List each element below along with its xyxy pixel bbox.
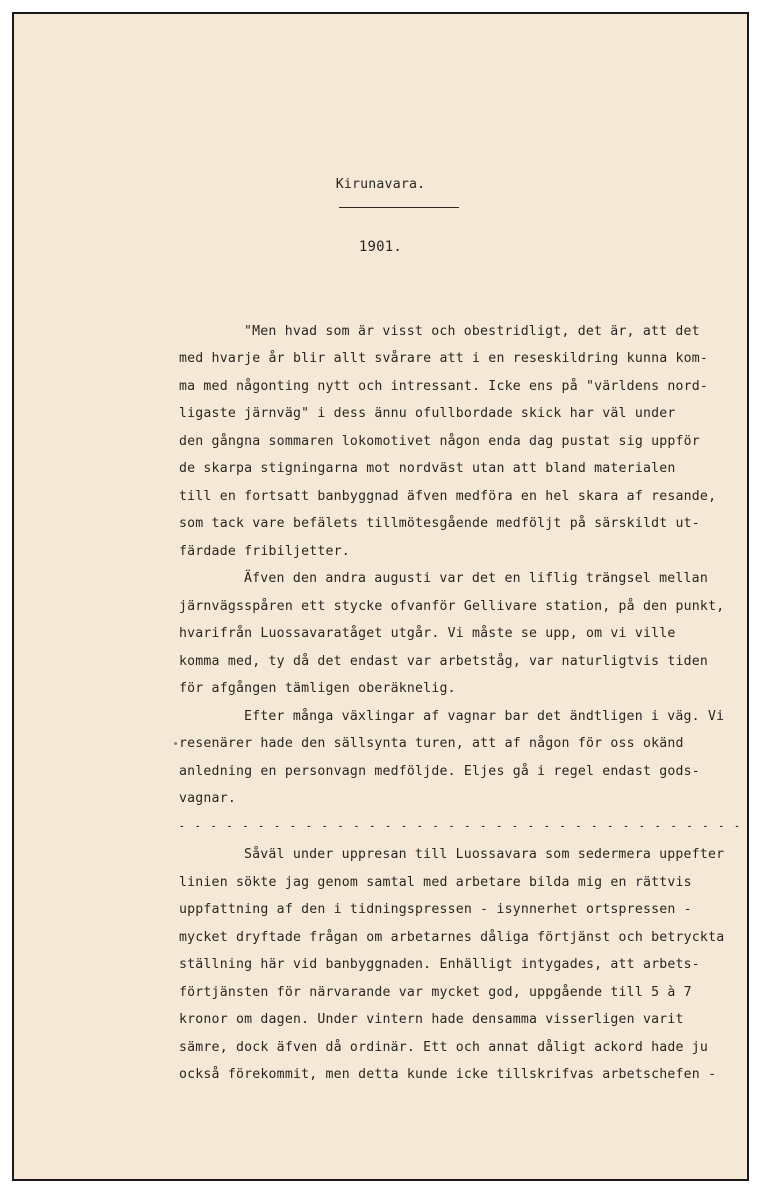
- text-line: som tack vare befälets tillmötesgående medföljt på särskildt ut-: [179, 516, 700, 531]
- title-text: Kirunavara.: [335, 177, 426, 192]
- text-line: kronor om dagen. Under vintern hade densamma visserligen varit: [179, 1012, 684, 1027]
- text-line: förtjänsten för närvarande var mycket god, uppgående till 5 à 7: [179, 985, 692, 1000]
- text-line: Äfven den andra augusti var det en liflig trängsel mellan: [244, 571, 708, 586]
- text-line: järnvägsspåren ett stycke ofvanför Gellivare station, på den punkt,: [179, 599, 725, 614]
- text-line: mycket dryftade frågan om arbetarnes dåliga förtjänst och betryckta: [179, 930, 725, 945]
- separator-line: - - - - - - - - - - - - - - - - - - - - - - - - - - - - - - - - - - - -: [179, 819, 743, 834]
- text-line: Såväl under uppresan till Luossavara som sedermera uppefter: [244, 847, 725, 862]
- text-line: med hvarje år blir allt svårare att i en reseskildring kunna kom-: [179, 351, 709, 366]
- typewritten-text: [14, 14, 747, 1179]
- document-page: [12, 12, 749, 1181]
- text-line: Efter många växlingar af vagnar bar det ändtligen i väg. Vi: [244, 709, 725, 724]
- document-title: [14, 177, 747, 195]
- text-line: resenärer hade den sällsynta turen, att af någon för oss okänd: [179, 736, 684, 751]
- text-line: anledning en personvagn medföljde. Eljes gå i regel endast gods-: [179, 764, 700, 779]
- text-line: uppfattning af den i tidningspressen - isynnerhet ortspressen -: [179, 902, 692, 917]
- text-line: färdade fribiljetter.: [179, 544, 350, 559]
- text-line: till en fortsatt banbyggnad äfven medföra en hel skara af resande,: [179, 489, 717, 504]
- text-line: hvarifrån Luossavaratåget utgår. Vi måste se upp, om vi ville: [179, 626, 676, 641]
- text-line: ligaste järnväg" i dess ännu ofullbordade skick har väl under: [179, 406, 676, 421]
- ink-speck: [174, 742, 177, 745]
- text-line: "Men hvad som är visst och obestridligt, det är, att det: [244, 324, 700, 339]
- text-line: för afgången tämligen oberäknelig.: [179, 681, 456, 696]
- text-line: vagnar.: [179, 791, 236, 806]
- text-line: linien sökte jag genom samtal med arbetare bilda mig en rättvis: [179, 875, 692, 890]
- text-line: ställning här vid banbyggnaden. Enhälligt intygades, att arbets-: [179, 957, 700, 972]
- title-underline: [339, 207, 459, 208]
- text-line: ma med någonting nytt och intressant. Icke ens på "världens nord-: [179, 379, 709, 394]
- text-line: sämre, dock äfven då ordinär. Ett och annat dåligt ackord hade ju: [179, 1040, 709, 1055]
- text-line: också förekommit, men detta kunde icke tillskrifvas arbetschefen -: [179, 1067, 717, 1082]
- text-line: den gångna sommaren lokomotivet någon enda dag pustat sig uppför: [179, 434, 700, 449]
- text-line: komma med, ty då det endast var arbetståg, var naturligtvis tiden: [179, 654, 709, 669]
- document-year: 1901.: [358, 239, 403, 255]
- text-line: de skarpa stigningarna mot nordväst utan att bland materialen: [179, 461, 676, 476]
